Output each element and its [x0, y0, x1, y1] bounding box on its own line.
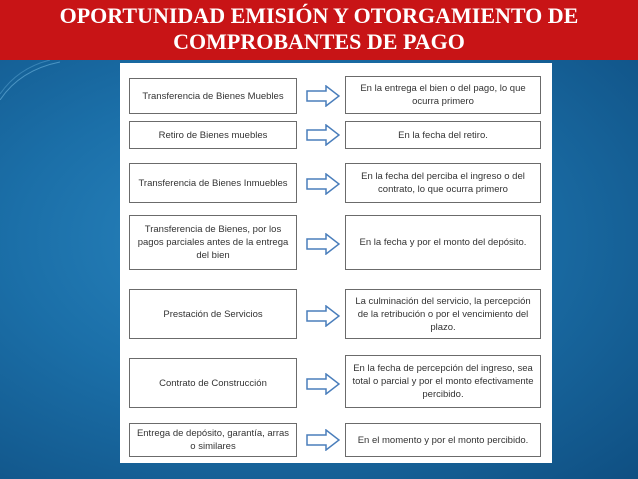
issuance-box-3	[345, 163, 541, 203]
issuance-label-6: En la fecha de percepción del ingreso, sea total o parcial y por el monto efectivamente percibido.	[352, 363, 534, 400]
issuance-label-2: En la fecha del retiro.	[398, 129, 488, 141]
operation-label-7: Entrega de depósito, garantía, arras o similares	[136, 428, 290, 452]
slide-title-line-2: COMPROBANTES DE PAGO	[173, 29, 465, 54]
right-arrow-icon	[306, 124, 340, 146]
issuance-box-7	[345, 423, 541, 457]
operation-label-6: Contrato de Construcción	[159, 377, 267, 389]
operation-label-3: Transferencia de Bienes Inmuebles	[138, 177, 288, 189]
issuance-label-5: La culminación del servicio, la percepción de la retribución o por el vencimiento del plazo.	[355, 295, 531, 333]
right-arrow-icon	[306, 305, 340, 327]
issuance-box-2	[345, 121, 541, 149]
issuance-box-5	[345, 289, 541, 339]
issuance-label-3: En la fecha del perciba el ingreso o del contrato, lo que ocurra primero	[361, 171, 525, 195]
operation-label-1: Transferencia de Bienes Muebles	[142, 90, 284, 102]
issuance-box-6	[345, 355, 541, 408]
operation-label-2: Retiro de Bienes muebles	[158, 129, 268, 141]
operation-box-5	[129, 289, 297, 339]
slide-title	[0, 0, 638, 60]
right-arrow-icon	[306, 173, 340, 195]
right-arrow-icon	[306, 233, 340, 255]
issuance-box-4	[345, 215, 541, 270]
operation-label-4: Transferencia de Bienes, por los pagos parciales antes de la entrega del bien	[137, 224, 289, 261]
issuance-label-7: En el momento y por el monto percibido.	[357, 434, 529, 446]
operation-box-7	[129, 423, 297, 457]
operation-box-4	[129, 215, 297, 270]
operation-box-6	[129, 358, 297, 408]
issuance-label-4: En la fecha y por el monto del depósito.	[359, 237, 527, 248]
operation-box-3	[129, 163, 297, 203]
operation-box-1	[129, 78, 297, 114]
issuance-box-1	[345, 76, 541, 114]
diagram-panel	[120, 63, 552, 463]
corner-decoration	[0, 60, 60, 100]
operation-box-2	[129, 121, 297, 149]
right-arrow-icon	[306, 85, 340, 107]
right-arrow-icon	[306, 429, 340, 451]
operation-label-5: Prestación de Servicios	[163, 308, 263, 320]
right-arrow-icon	[306, 373, 340, 395]
issuance-label-1: En la entrega el bien o del pago, lo que ocurra primero	[360, 83, 526, 107]
slide-title-line-1: OPORTUNIDAD EMISIÓN Y OTORGAMIENTO DE	[59, 3, 579, 28]
